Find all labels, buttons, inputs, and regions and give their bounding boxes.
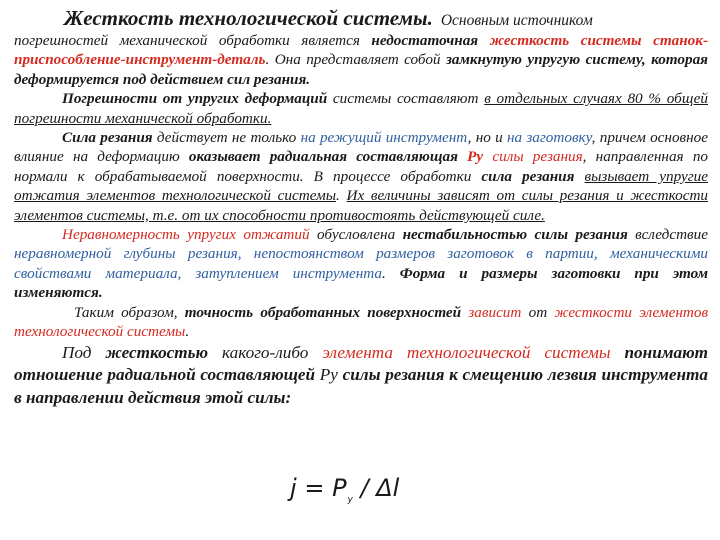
p5-c: зависит (468, 303, 522, 321)
p5-d: от (528, 303, 548, 321)
p3-i: силы резания (492, 148, 583, 166)
p2-c: в отдельных случаях 80 % общей погрешности механической обработки. (14, 90, 708, 127)
p3-l: вызывает упругие отжатия элементов технологической системы (14, 167, 708, 205)
p3-c: на режущий инструмент (300, 129, 468, 147)
p3-k: сила резания (481, 167, 575, 185)
p6-g: силы резания к смещению лезвия инструмента в направлении действия этой силы: (14, 365, 709, 407)
p3-f: , причем основное влияние на деформацию (14, 129, 708, 166)
p3-n: Их величины зависят от силы резания и жесткости элементов системы, т.е. от их способности противостоять действующей силе. (14, 187, 708, 224)
p5-a: Таким образом, (74, 303, 178, 321)
p3-m: . (336, 187, 340, 205)
stiffness-formula (290, 474, 399, 505)
p3-b: действует не только (156, 129, 297, 147)
paragraph-2 (14, 89, 708, 128)
slide-content (14, 6, 708, 409)
p5-b: точность обработанных поверхностей (184, 303, 462, 321)
p4-d: вследствие (635, 226, 708, 244)
formula-den: Δl (376, 474, 400, 502)
p4-e: неравномерной глубины резания, непостоянством размеров заготовок в партии, механическими свойствами материала, затуплением инструмента (14, 245, 708, 282)
p4-a: Неравномерность упругих отжатий (62, 226, 310, 244)
slide-title: Жесткость технологической системы. (64, 6, 433, 30)
p6-e: понимают отношение радиальной составляющей (14, 342, 709, 384)
formula-lhs: j (290, 474, 297, 502)
paragraph-4 (14, 225, 708, 303)
p1-e: замкнутую упругую систему, которая деформируется под действием сил резания. (14, 51, 709, 88)
title-line (14, 6, 708, 31)
p3-e: на заготовку (506, 129, 592, 147)
p6-a: Под (62, 342, 92, 362)
p6-c: какого-либо (222, 342, 309, 362)
p5-e: жесткости элементов технологической системы (14, 303, 709, 341)
paragraph-5 (14, 303, 708, 342)
title-tail: Основным источником (440, 12, 593, 29)
p6-f: Py (319, 365, 338, 384)
p4-f: . (382, 264, 386, 282)
paragraph-6 (14, 342, 708, 410)
p3-h: Py (467, 148, 484, 166)
formula-eq: = (304, 474, 325, 502)
paragraph-3 (14, 128, 708, 225)
p3-g: оказывает радиальная составляющая (188, 148, 458, 166)
p3-a: Сила резания (62, 129, 153, 147)
p2-b: системы составляют (332, 90, 479, 108)
p1-d: . Она представляет собой (265, 51, 441, 69)
p2-a: Погрешности от упругих деформаций (62, 90, 328, 108)
p1-c: жесткость системы станок-приспособление-инструмент-деталь (14, 32, 709, 69)
paragraph-1 (14, 31, 708, 89)
p6-b: жесткостью (105, 342, 209, 362)
p1-b: недостаточная (371, 32, 479, 49)
p1-a: погрешностей механической обработки является (14, 32, 360, 49)
p3-j: , направленная по нормали к обрабатываемой поверхности. В процессе обработки (14, 148, 709, 185)
p4-g: Форма и размеры заготовки при этом изменяются. (14, 264, 708, 302)
p4-c: нестабильностью силы резания (402, 226, 628, 244)
formula-num: P (332, 474, 347, 502)
formula-sub: y (347, 495, 353, 505)
p5-f: . (185, 323, 190, 341)
p4-b: обусловлена (317, 226, 396, 244)
p6-d: элемента технологической системы (322, 342, 611, 362)
p3-d: , но и (467, 129, 503, 147)
formula-slash: / (360, 474, 369, 502)
